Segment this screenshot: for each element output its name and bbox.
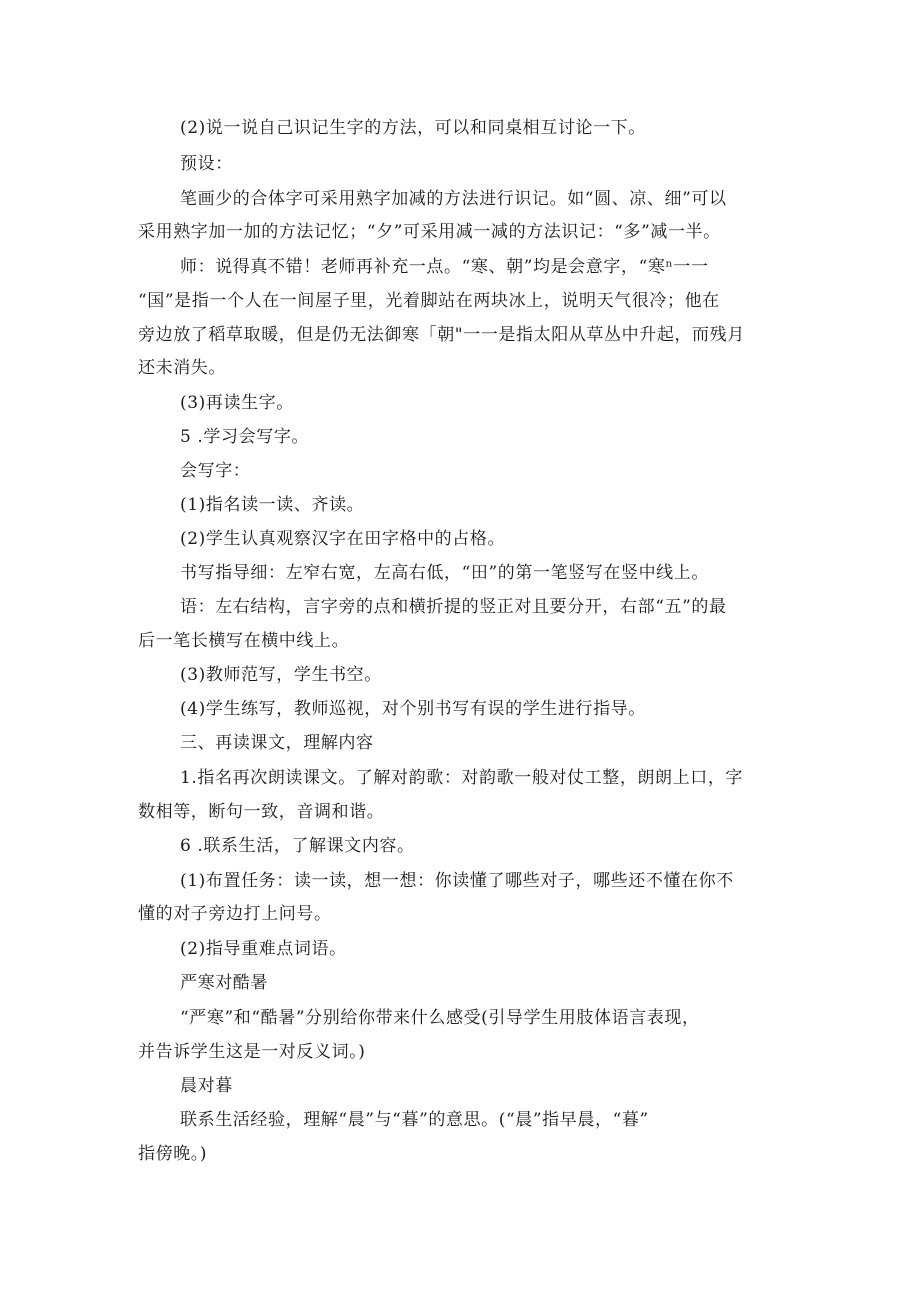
text-line: 会写字： [180, 461, 251, 481]
text-line: 5 .学习会写字。 [180, 427, 310, 447]
text-line: 预设： [180, 154, 233, 174]
text-line: 并告诉学生这是一对反义词。) [138, 1042, 366, 1062]
text-line: 晨对暮 [180, 1076, 233, 1096]
text-line: (2)说一说自己识记生字的方法，可以和同桌相互讨论一下。 [180, 118, 646, 138]
text-line: (3)教师范写，学生书空。 [180, 665, 382, 685]
text-line: 还未消失。 [138, 358, 226, 378]
text-line: 6 .联系生活，了解课文内容。 [180, 836, 415, 856]
text-line: “严寒”和“酷暑”分别给你带来什么感受(引导学生用肢体语言表现， [180, 1008, 700, 1028]
text-line: “国”是指一个人在一间屋子里，光着脚站在两块冰上，说明天气很冷；他在 [138, 291, 720, 311]
text-line: (2)指导重难点词语。 [180, 939, 347, 959]
text-line: 师：说得真不错！老师再补充一点。“寒、朝”均是会意字，“寒ⁿ一一 [180, 257, 709, 277]
text-line: (1)布置任务：读一读，想一想：你读懂了哪些对子，哪些还不懂在你不 [180, 871, 734, 891]
text-line: (3)再读生字。 [180, 393, 294, 413]
section-heading: 三、再读课文，理解内容 [180, 733, 374, 753]
text-line: 旁边放了稻草取暖，但是仍无法御寒「朝"一一是指太阳从草丛中升起，而残月 [138, 325, 745, 345]
text-line: (4)学生练写，教师巡视，对个别书写有误的学生进行指导。 [180, 699, 646, 719]
text-line: 懂的对子旁边打上问号。 [138, 904, 332, 924]
text-line: 后一笔长横写在横中线上。 [138, 631, 350, 651]
text-line: 联系生活经验，理解“晨”与“暮”的意思。(“晨”指早晨，“暮” [180, 1110, 649, 1130]
text-line: (2)学生认真观察汉字在田字格中的占格。 [180, 529, 506, 549]
text-line: 严寒对酷暑 [180, 973, 268, 993]
text-line: 指傍晚。) [138, 1144, 208, 1164]
text-line: 书写指导细：左窄右宽，左高右低，“田”的第一笔竖写在竖中线上。 [180, 563, 709, 583]
text-line: 采用熟字加一加的方法记忆；“夕”可采用减一减的方法识记：“多”减一半。 [138, 222, 721, 242]
text-line: 数相等，断句一致，音调和谐。 [138, 802, 385, 822]
text-line: 1.指名再次朗读课文。了解对韵歌：对韵歌一般对仗工整，朗朗上口，字 [180, 768, 744, 788]
text-line: (1)指名读一读、齐读。 [180, 495, 365, 515]
text-line: 语：左右结构，言字旁的点和横折提的竖正对且要分开，右部“五”的最 [180, 597, 727, 617]
text-line: 笔画少的合体字可采用熟字加减的方法进行识记。如“圆、凉、细”可以 [180, 189, 727, 209]
